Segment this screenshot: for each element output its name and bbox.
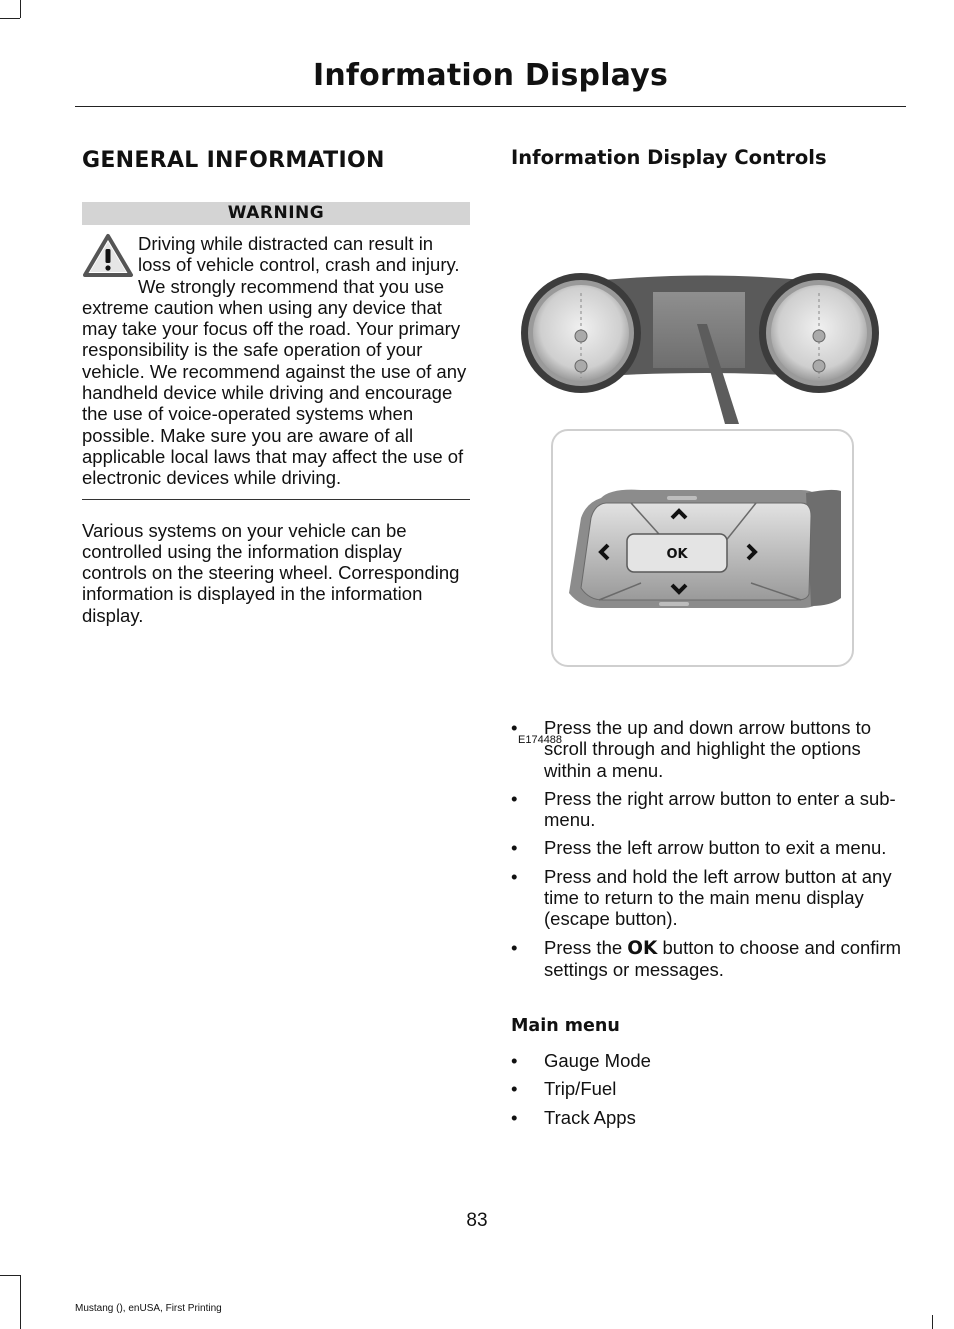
list-item: • Gauge Mode [511,1050,651,1071]
page-number: 83 [466,1210,488,1231]
crop-mark [0,1275,20,1276]
main-menu-heading: Main menu [511,1016,620,1036]
right-column [511,144,906,1128]
list-item: • Press the right arrow button to enter a sub-menu. [511,787,896,831]
warning-text: Driving while distracted can result in loss of vehicle control, crash and injury. We strongly recommend that you use extreme caution when using any device that may take your focus off the road. Your primary responsibility is the safe operation of your vehicle. We recommend against the use of any handheld device while driving and encourage the use of voice-operated systems when possible. Make sure you are aware of all applicable local laws that may affect the use of electronic devices while driving. [82,233,467,489]
list-item: • Press the up and down arrow buttons to scroll through and highlight the options within a menu. [511,717,872,781]
list-item: • Trip/Fuel [511,1078,617,1100]
controls-illustration [511,198,901,746]
ok-label: OK [666,547,688,562]
crop-mark [0,18,20,19]
crop-mark [20,1275,21,1329]
warning-label: WARNING [82,202,470,225]
left-column [82,146,470,645]
instruction-list [511,717,906,987]
section-heading: GENERAL INFORMATION [82,148,385,173]
figure-code: E174488 [518,734,563,746]
list-item: • Track Apps [511,1106,636,1128]
intro-paragraph: Various systems on your vehicle can be controlled using the information display controls on the steering wheel. Corresponding information is displayed in the information display. [82,519,460,626]
right-gauge [759,273,879,393]
crop-mark [932,1315,933,1329]
warning-box [82,233,470,489]
list-item: • Press and hold the left arrow button at any time to return to the main menu display (escape button). [511,865,892,930]
warning-triangle-icon [82,233,134,279]
instrument-cluster-illustration [511,198,901,718]
warning-divider [82,499,470,500]
subsection-heading: Information Display Controls [511,146,827,169]
crop-mark [20,0,21,18]
footer-text: Mustang (), enUSA, First Printing [75,1303,222,1314]
page-title: Information Displays [312,58,669,93]
main-menu-list [511,1050,906,1135]
list-item: • Press the OK button to choose and confirm settings or messages. [511,936,902,980]
left-gauge [521,273,641,393]
list-item: • Press the left arrow button to exit a menu. [511,837,887,859]
steering-wheel-control-pad [569,490,841,608]
title-divider [75,106,906,107]
